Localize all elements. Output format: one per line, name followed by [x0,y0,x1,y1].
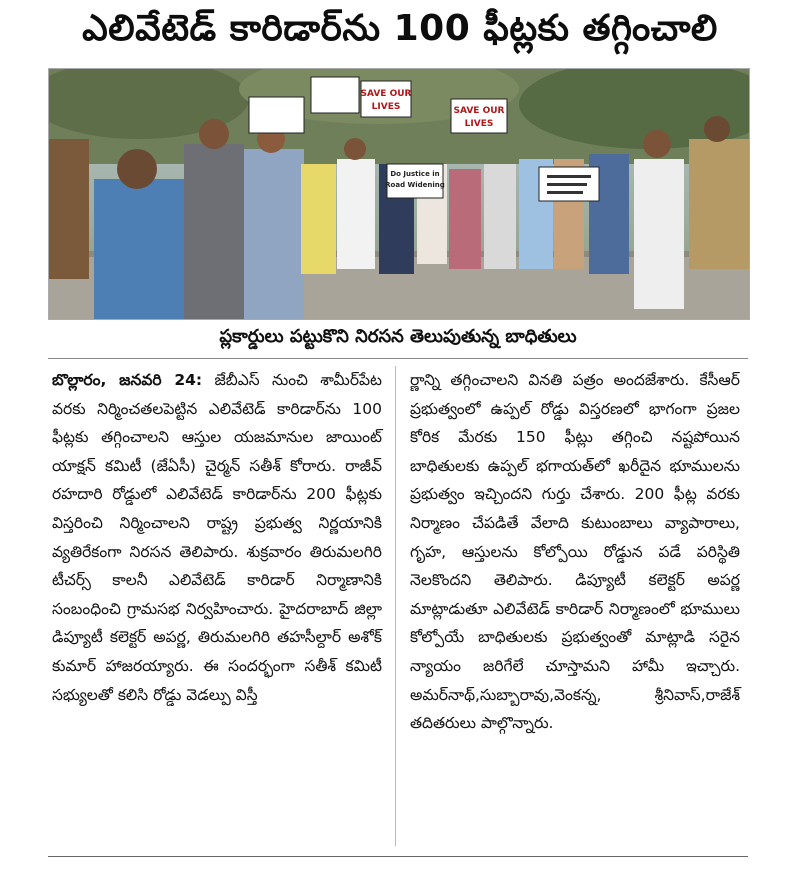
placard-road-widening: Do Justice in [390,170,440,178]
article-dateline: బొల్లారం, జనవరి 24: [52,371,203,389]
placard-save-lives-2: SAVE OUR [453,106,505,116]
caption-divider [48,358,748,359]
placard-road-widening-2: Road Widening [385,181,445,189]
article-body-right: ర్ణాన్ని తగ్గించాలని వినతి పత్రం అందజేశారు. కేసీఆర్ ప్రభుత్వంలో ఉప్పల్ రోడ్డు విస్తరణలో భాగంగా ప్రజల కోరిక మేరకు 150 ఫీట్లు తగ్గించి నష్టపోయిన బాధితులకు ఉప్పల్ భగాయత్‌లో ఖరీదైన భూములను ప్రభుత్వం ఇచ్చిందని గుర్తు చేశారు. 200 ఫీట్ల వరకు నిర్మాణం చేపడితే వేలాది కుటుంబాలు వ్యాపారాలు, గృహ, ఆస్తులను కోల్పోయి రోడ్డున పడే పరిస్థితి నెలకొందని తెలిపారు. డిప్యూటీ కలెక్టర్ అపర్ణ మాట్లాడుతూ ఎలివేటెడ్ కారిడార్ నిర్మాణంలో భూములు కోల్పోయే బాధితులకు ప్రభుత్వంతో మాట్లాడి సరైన న్యాయం జరిగేలే చూస్తామని హామీ ఇచ్చారు. అమర్‌నాథ్,సుబ్బారావు,వెంకన్న, శ్రీనివాస్,రాజేశ్ తదితరులు పాల్గొన్నారు. [410,371,740,733]
protest-photo [48,68,750,320]
placard-save-lives-1: SAVE OUR [360,89,412,99]
article-column-right [410,366,740,738]
photo-caption: ప్లకార్డులు పట్టుకొని నిరసన తెలుపుతున్న బాధితులు [219,325,577,347]
placard-save-lives-1b: LIVES [371,102,401,112]
article-headline: ఎలివేటెడ్ కారిడార్‌ను 100 ఫీట్లకు తగ్గించాలి [82,8,718,49]
article-bottom-rule [48,856,748,857]
column-divider [395,366,396,846]
article-body-left: జేబీఎస్ నుంచి శామీర్‌పేట వరకు నిర్మించతలపెట్టిన ఎలివేటెడ్ కారిడార్‌ను 100 ఫీట్లకు తగ్గించాలని ఆస్తుల యజమానుల జాయింట్ యాక్షన్ కమిటీ (జేఏసీ) చైర్మన్ సతీశ్ కోరారు. రాజీవ్ రహదారి రోడ్డులో ఎలివేటెడ్ కారిడార్‌ను 200 ఫీట్లకు విస్తరించి నిర్మించాలని రాష్ట్ర ప్రభుత్వ నిర్ణయానికి వ్యతిరేకంగా నిరసన తెలిపారు. శుక్రవారం తిరుమలగిరి టీచర్స్ కాలనీ ఎలివేటెడ్ కారిడార్ నిర్మాణానికి సంబంధించి గ్రామసభ నిర్వహించారు. హైదరాబాద్ జిల్లా డిప్యూటీ కలెక్టర్ అపర్ణ, తిరుమలగిరి తహసీల్దార్ అశోక్ కుమార్ హాజరయ్యారు. ఈ సందర్భంగా సతీశ్ కమిటీ సభ్యులతో కలిసి రోడ్డు వెడల్పు విస్తీ [52,371,383,704]
article-column-left [52,366,382,709]
placard-save-lives-2b: LIVES [464,119,494,129]
